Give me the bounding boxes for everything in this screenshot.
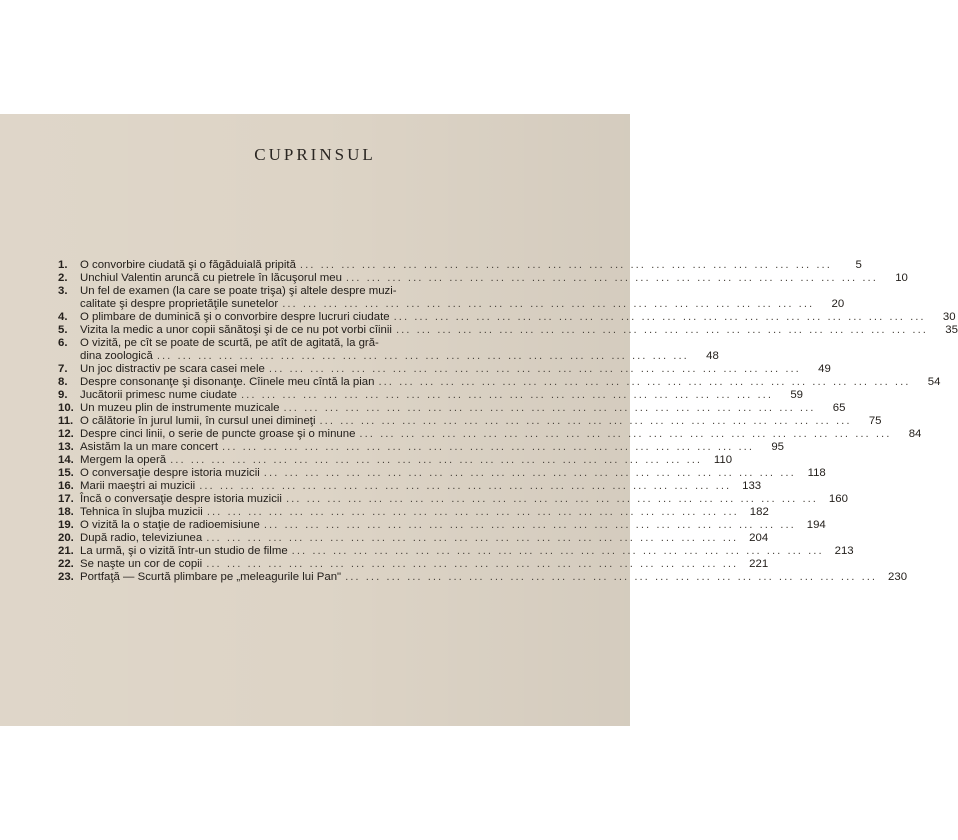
- toc-leader-dots: [355, 428, 895, 441]
- toc-entry: [58, 337, 596, 350]
- toc-entry-title: Încă o conversaţie despre istoria muzicii: [80, 493, 282, 505]
- toc-entry-number: 6.: [58, 337, 68, 349]
- toc-entry-page: 84: [908, 428, 922, 440]
- toc-leader-dots: [237, 389, 777, 402]
- toc-entry-number: 10.: [58, 402, 74, 414]
- toc-entry-page: 49: [818, 363, 831, 375]
- toc-leader-dots: [390, 311, 930, 324]
- toc-entry-title: Un muzeu plin de instrumente muzicale: [80, 402, 280, 414]
- toc-entry-number: 13.: [58, 441, 74, 453]
- toc-entry-title: Asistăm la un mare concert: [80, 441, 219, 453]
- toc-leader-dots: [279, 402, 819, 415]
- toc-entry-number: 12.: [58, 428, 74, 440]
- toc-entry: [58, 428, 922, 441]
- toc-entry-number: 11.: [58, 415, 74, 427]
- toc-entry-page: 48: [706, 350, 719, 362]
- toc-leader-dots: [202, 558, 742, 571]
- toc-leader-dots: [341, 571, 881, 584]
- toc-entry: [58, 311, 956, 324]
- table-of-contents: [58, 259, 958, 584]
- toc-entry-title: O conversaţie despre istoria muzicii: [80, 467, 260, 479]
- toc-entry: [58, 454, 733, 467]
- toc-entry: [58, 493, 848, 506]
- toc-entry: [58, 545, 854, 558]
- toc-entry-title: Un fel de examen (la care se poate trişa) şi altele despre muzi-: [80, 285, 397, 297]
- toc-entry-number: 23.: [58, 571, 74, 583]
- toc-leader-dots: [265, 363, 805, 376]
- toc-entry-title: calitate şi despre proprietăţile sunetelor: [80, 298, 279, 310]
- toc-leader-dots: [316, 415, 856, 428]
- toc-entry-page: 30: [942, 311, 956, 323]
- toc-entry-number: 14.: [58, 454, 74, 466]
- toc-entry-number: 18.: [58, 506, 74, 518]
- toc-entry-number: 3.: [58, 285, 68, 297]
- toc-leader-dots: [392, 324, 932, 337]
- toc-entry: [58, 285, 596, 298]
- toc-entry: [58, 571, 908, 584]
- toc-entry-number: 7.: [58, 363, 68, 375]
- toc-entry-number: 8.: [58, 376, 68, 388]
- toc-leader-dots: [278, 298, 818, 311]
- toc-entry-title: La urmă, şi o vizită într-un studio de filme: [80, 545, 288, 557]
- toc-entry-page: 59: [790, 389, 803, 401]
- toc-entry-page: 54: [927, 376, 941, 388]
- toc-leader-dots: [166, 454, 706, 467]
- toc-entry: [58, 441, 784, 454]
- toc-entry-page: 75: [868, 415, 882, 427]
- toc-entry-title: Jucătorii primesc nume ciudate: [80, 389, 238, 401]
- toc-entry: [58, 272, 908, 285]
- toc-entry-page: 221: [749, 558, 769, 570]
- toc-entry-title: Portfaţă — Scurtă plimbare pe „meleagurile lui Pan": [80, 571, 342, 583]
- toc-entry: [58, 324, 958, 337]
- toc-leader-dots: [374, 376, 914, 389]
- toc-leader-dots: [282, 493, 822, 506]
- toc-entry-title: dina zoologică: [80, 350, 153, 362]
- toc-leader-dots: [260, 467, 800, 480]
- toc-entry-page: 182: [749, 506, 769, 518]
- toc-entry: [58, 376, 941, 389]
- toc-entry-number: 15.: [58, 467, 74, 479]
- toc-leader-dots: [260, 519, 800, 532]
- toc-entry: [58, 558, 769, 571]
- toc-entry-number: 16.: [58, 480, 74, 492]
- toc-entry: [58, 467, 826, 480]
- page-title: CUPRINSUL: [254, 145, 376, 164]
- toc-entry-title: O convorbire ciudată şi o făgăduială pripită: [80, 259, 296, 271]
- toc-leader-dots: [296, 259, 836, 272]
- toc-entry: [58, 480, 762, 493]
- toc-entry: [58, 363, 831, 376]
- toc-leader-dots: [218, 441, 758, 454]
- toc-entry-page: 213: [834, 545, 854, 557]
- toc-entry-page: 20: [831, 298, 845, 310]
- toc-entry-page: 118: [807, 467, 826, 479]
- toc-entry-title: Despre cinci linii, o serie de puncte groase şi o minune: [80, 428, 356, 440]
- toc-entry-number: 5.: [58, 324, 68, 336]
- book-page: [0, 114, 958, 726]
- toc-entry: [58, 519, 826, 532]
- toc-entry-page: 5: [855, 259, 862, 271]
- toc-entry-page: 194: [806, 519, 826, 531]
- toc-entry-number: 4.: [58, 311, 68, 323]
- toc-entry-page: 230: [888, 571, 908, 583]
- toc-entry-page: 10: [895, 272, 908, 284]
- toc-leader-dots: [288, 545, 828, 558]
- toc-entry-number: 17.: [58, 493, 74, 505]
- toc-entry-title: Mergem la operă: [80, 454, 167, 466]
- toc-entry: [58, 350, 719, 363]
- toc-entry-title: O plimbare de duminică şi o convorbire despre lucruri ciudate: [80, 311, 390, 323]
- toc-entry-title: Unchiul Valentin aruncă cu pietrele în lăcuşorul meu: [80, 272, 342, 284]
- toc-leader-dots: [195, 480, 735, 493]
- toc-entry-title: O vizită la o staţie de radioemisiune: [80, 519, 260, 531]
- toc-entry-page: 35: [945, 324, 958, 336]
- toc-entry-title: O călătorie în jurul lumii, în cursul unei dimineţi: [80, 415, 316, 427]
- toc-entry-number: 21.: [58, 545, 74, 557]
- toc-leader-dots: [342, 272, 882, 285]
- toc-entry-number: 1.: [58, 259, 68, 271]
- toc-entry-page: 95: [771, 441, 784, 453]
- toc-entry: [58, 389, 803, 402]
- toc-entry-title: Despre consonanţe şi disonanţe. Cîinele meu cîntă la pian: [80, 376, 375, 388]
- toc-entry: [58, 298, 845, 311]
- toc-entry-number: 22.: [58, 558, 74, 570]
- toc-entry-number: 2.: [58, 272, 68, 284]
- toc-entry-page: 65: [832, 402, 846, 414]
- toc-entry-title: Marii maeştri ai muzicii: [80, 480, 196, 492]
- toc-entry-number: 9.: [58, 389, 68, 401]
- toc-entry-title: Un joc distractiv pe scara casei mele: [80, 363, 265, 375]
- toc-entry-title: O vizită, pe cît se poate de scurtă, pe atît de agitată, la gră-: [80, 337, 379, 349]
- toc-entry-page: 133: [742, 480, 762, 492]
- toc-entry: [58, 532, 769, 545]
- toc-entry-number: 20.: [58, 532, 74, 544]
- toc-entry-page: 110: [713, 454, 733, 466]
- toc-entry-title: Se naşte un cor de copii: [80, 558, 203, 570]
- toc-entry: [58, 506, 769, 519]
- toc-leader-dots: [153, 350, 693, 363]
- toc-entry: [58, 415, 882, 428]
- toc-entry-number: 19.: [58, 519, 74, 531]
- toc-entry: [58, 259, 862, 272]
- toc-leader-dots: [202, 532, 742, 545]
- toc-entry-title: Tehnica în slujba muzicii: [80, 506, 203, 518]
- toc-entry-page: 160: [828, 493, 848, 505]
- toc-entry-title: Vizita la medic a unor copii sănătoşi şi de ce nu pot vorbi cîinii: [80, 324, 392, 336]
- toc-entry-page: 204: [749, 532, 769, 544]
- toc-entry: [58, 402, 846, 415]
- toc-entry-title: După radio, televiziunea: [80, 532, 203, 544]
- toc-leader-dots: [203, 506, 743, 519]
